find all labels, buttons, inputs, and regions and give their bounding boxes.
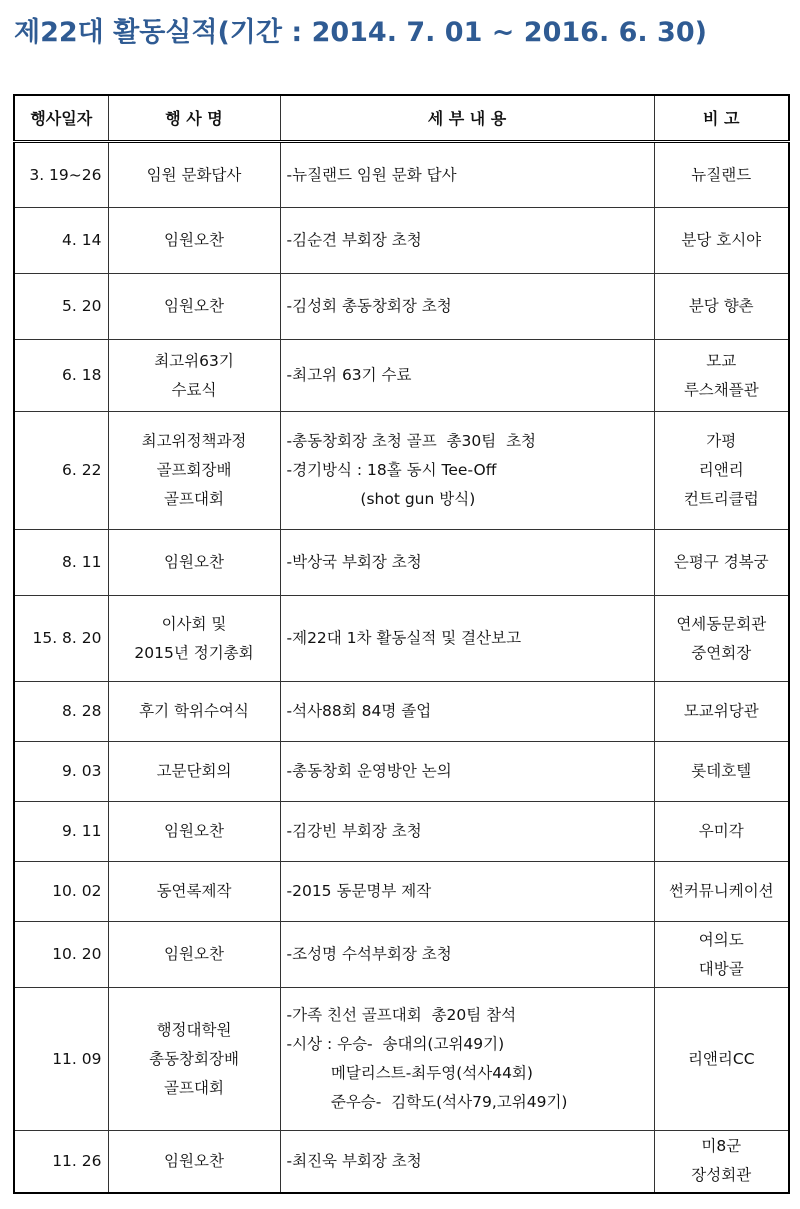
cell-note-line: 은평구 경복궁 bbox=[673, 553, 769, 571]
cell-event-line: 총동창회장배 bbox=[149, 1049, 239, 1068]
table-row bbox=[14, 988, 789, 1131]
table-row bbox=[14, 682, 789, 742]
cell-event bbox=[108, 922, 280, 988]
cell-event bbox=[108, 530, 280, 596]
cell-date: 9. 11 bbox=[14, 802, 108, 862]
cell-detail-line: -최고위 63기 수료 bbox=[286, 366, 412, 384]
cell-event-line: 임원오찬 bbox=[164, 297, 224, 315]
cell-event-line: 이사회 및 bbox=[161, 614, 227, 633]
cell-detail bbox=[280, 208, 654, 274]
cell-event-line: 임원오찬 bbox=[164, 553, 224, 571]
table-body bbox=[14, 142, 789, 1193]
cell-note-line: 분당 호시야 bbox=[681, 231, 762, 249]
cell-detail bbox=[280, 340, 654, 412]
cell-detail-line: -총동창회장 초청 골프 총30팀 초청 bbox=[286, 432, 537, 450]
page-title: 제22대 활동실적(기간 : 2014. 7. 01 ~ 2016. 6. 30) bbox=[14, 17, 707, 48]
cell-note bbox=[654, 922, 789, 988]
cell-event-line: 임원 문화답사 bbox=[146, 165, 242, 184]
cell-note-line: 모교 bbox=[706, 351, 737, 370]
cell-note-line: 루스채플관 bbox=[683, 380, 759, 399]
cell-event-line: 수료식 bbox=[171, 380, 217, 399]
cell-detail bbox=[280, 862, 654, 922]
cell-detail bbox=[280, 1131, 654, 1193]
table-row bbox=[14, 596, 789, 682]
cell-event-line: 골프회장배 bbox=[156, 461, 232, 479]
cell-event-line: 임원오찬 bbox=[164, 945, 224, 963]
cell-date: 5. 20 bbox=[14, 274, 108, 340]
cell-detail-line: -최진욱 부회장 초청 bbox=[286, 1151, 422, 1170]
cell-note-line: 컨트리클럽 bbox=[683, 490, 759, 508]
cell-date: 10. 02 bbox=[14, 862, 108, 922]
cell-detail bbox=[280, 142, 654, 208]
cell-event bbox=[108, 412, 280, 530]
cell-event bbox=[108, 742, 280, 802]
cell-detail-line: -경기방식 : 18홀 동시 Tee-Off bbox=[286, 461, 497, 479]
cell-event bbox=[108, 988, 280, 1131]
cell-event bbox=[108, 1131, 280, 1193]
cell-note-line: 가평 bbox=[706, 432, 737, 450]
cell-detail-line: -김성회 총동창회장 초청 bbox=[286, 297, 452, 315]
cell-event bbox=[108, 862, 280, 922]
cell-event-line: 골프대회 bbox=[164, 490, 224, 508]
cell-date: 4. 14 bbox=[14, 208, 108, 274]
table-row bbox=[14, 274, 789, 340]
cell-note-line: 우미각 bbox=[698, 822, 744, 840]
cell-detail-line: -박상국 부회장 초청 bbox=[286, 553, 422, 571]
cell-event bbox=[108, 208, 280, 274]
cell-note-line: 모교위당관 bbox=[683, 702, 759, 720]
cell-detail-line: (shot gun 방식) bbox=[286, 490, 476, 508]
cell-note bbox=[654, 208, 789, 274]
header-date: 행사일자 bbox=[14, 95, 108, 142]
cell-note-line: 분당 향촌 bbox=[688, 297, 754, 315]
cell-note bbox=[654, 682, 789, 742]
header-detail: 세 부 내 용 bbox=[280, 95, 654, 142]
cell-event-line: 임원오찬 bbox=[164, 1151, 224, 1170]
cell-note-line: 여의도 bbox=[698, 930, 744, 949]
cell-note-line: 롯데호텔 bbox=[691, 762, 752, 780]
cell-note bbox=[654, 412, 789, 530]
cell-note bbox=[654, 340, 789, 412]
cell-event-line: 후기 학위수여식 bbox=[139, 702, 249, 720]
cell-date: 3. 19~26 bbox=[14, 142, 108, 208]
cell-date: 15. 8. 20 bbox=[14, 596, 108, 682]
cell-date: 6. 22 bbox=[14, 412, 108, 530]
cell-event-line: 고문단회의 bbox=[156, 762, 232, 780]
cell-detail bbox=[280, 922, 654, 988]
table-row bbox=[14, 412, 789, 530]
cell-note-line: 연세동문회관 bbox=[676, 614, 767, 633]
activity-table bbox=[13, 94, 790, 1194]
cell-detail-line: -김강빈 부회장 초청 bbox=[286, 822, 422, 840]
table-row bbox=[14, 1131, 789, 1193]
table-row bbox=[14, 802, 789, 862]
table-row bbox=[14, 142, 789, 208]
cell-note bbox=[654, 802, 789, 862]
cell-detail bbox=[280, 530, 654, 596]
cell-date: 8. 11 bbox=[14, 530, 108, 596]
cell-event-line: 임원오찬 bbox=[164, 231, 224, 249]
cell-event-line: 최고위정책과정 bbox=[141, 432, 247, 450]
cell-note-line: 리앤리CC bbox=[687, 1049, 755, 1068]
cell-detail-line: -가족 친선 골프대회 총20팀 참석 bbox=[286, 1006, 517, 1024]
cell-note-line: 대방골 bbox=[698, 959, 744, 978]
cell-event-line: 2015년 정기총회 bbox=[134, 643, 254, 662]
cell-note-line: 장성회관 bbox=[691, 1166, 752, 1185]
cell-note bbox=[654, 530, 789, 596]
table-header-row bbox=[14, 95, 789, 142]
cell-note bbox=[654, 742, 789, 802]
cell-note-line: 중연회장 bbox=[691, 643, 752, 662]
table-row bbox=[14, 922, 789, 988]
cell-note bbox=[654, 274, 789, 340]
cell-note-line: 미8군 bbox=[701, 1137, 742, 1156]
cell-note bbox=[654, 1131, 789, 1193]
cell-detail-line: -뉴질랜드 임원 문화 답사 bbox=[286, 165, 457, 184]
cell-note bbox=[654, 988, 789, 1131]
cell-date: 8. 28 bbox=[14, 682, 108, 742]
cell-detail-line: 메달리스트-최두영(석사44회) bbox=[286, 1064, 533, 1082]
cell-event-line: 동연록제작 bbox=[156, 882, 232, 900]
cell-event bbox=[108, 802, 280, 862]
cell-detail-line: -석사88회 84명 졸업 bbox=[286, 702, 432, 720]
header-note: 비 고 bbox=[654, 95, 789, 142]
cell-detail bbox=[280, 682, 654, 742]
cell-detail-line: -김순견 부회장 초청 bbox=[286, 231, 422, 249]
cell-detail-line: -총동창회 운영방안 논의 bbox=[286, 762, 452, 780]
cell-note bbox=[654, 596, 789, 682]
cell-event bbox=[108, 596, 280, 682]
cell-detail bbox=[280, 802, 654, 862]
cell-event bbox=[108, 682, 280, 742]
cell-detail bbox=[280, 596, 654, 682]
cell-date: 6. 18 bbox=[14, 340, 108, 412]
header-event: 행 사 명 bbox=[108, 95, 280, 142]
cell-note bbox=[654, 862, 789, 922]
cell-detail-line: 준우승- 김학도(석사79,고위49기) bbox=[286, 1093, 568, 1111]
cell-event-line: 임원오찬 bbox=[164, 822, 224, 840]
cell-event bbox=[108, 274, 280, 340]
cell-detail bbox=[280, 412, 654, 530]
cell-detail-line: -시상 : 우승- 송대의(고위49기) bbox=[286, 1035, 505, 1053]
table-row bbox=[14, 530, 789, 596]
cell-date: 11. 26 bbox=[14, 1131, 108, 1193]
cell-detail-line: -조성명 수석부회장 초청 bbox=[286, 945, 452, 963]
cell-note-line: 리앤리 bbox=[698, 461, 744, 479]
cell-date: 10. 20 bbox=[14, 922, 108, 988]
cell-date: 11. 09 bbox=[14, 988, 108, 1131]
cell-date: 9. 03 bbox=[14, 742, 108, 802]
cell-event bbox=[108, 142, 280, 208]
cell-note-line: 썬커뮤니케이션 bbox=[668, 882, 774, 900]
table-row bbox=[14, 742, 789, 802]
table-row bbox=[14, 208, 789, 274]
cell-detail-line: -제22대 1차 활동실적 및 결산보고 bbox=[286, 629, 522, 647]
cell-event-line: 행정대학원 bbox=[156, 1020, 232, 1039]
cell-event bbox=[108, 340, 280, 412]
table-row bbox=[14, 862, 789, 922]
cell-detail bbox=[280, 742, 654, 802]
table-row bbox=[14, 340, 789, 412]
cell-detail bbox=[280, 274, 654, 340]
cell-note bbox=[654, 142, 789, 208]
cell-event-line: 골프대회 bbox=[164, 1078, 224, 1097]
cell-note-line: 뉴질랜드 bbox=[691, 165, 752, 184]
cell-detail-line: -2015 동문명부 제작 bbox=[286, 882, 432, 900]
cell-event-line: 최고위63기 bbox=[154, 351, 234, 370]
cell-detail bbox=[280, 988, 654, 1131]
